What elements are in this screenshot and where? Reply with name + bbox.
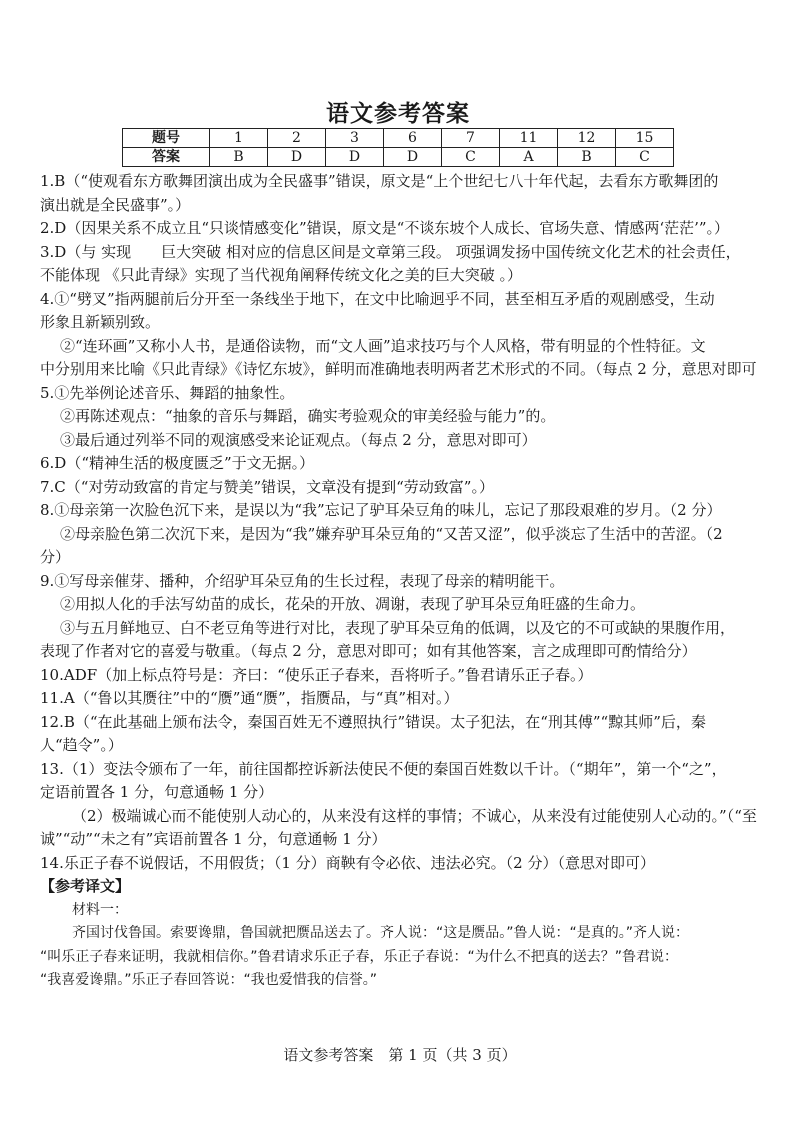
answer-body bbox=[40, 170, 760, 993]
answer-line: ②“连环画”又称小人书，是通俗读物，而“文人画”追求技巧与个人风格，带有明显的个性特征。文 bbox=[60, 336, 706, 355]
answer-line: 形象且新颖别致。 bbox=[40, 313, 161, 331]
translation-line: “叫乐正子春来证明，我就相信你。”鲁君请求乐正子春，乐正子春说：“为什么不把真的送去？”鲁君说： bbox=[40, 948, 679, 965]
answer-line: 9.①写母亲催芽、播种，介绍驴耳朵豆角的生长过程，表现了母亲的精明能干。 bbox=[40, 571, 565, 590]
page-title: 语文参考答案 bbox=[326, 100, 470, 127]
answer-line: 2.D（因果关系不成立且“只谈情感变化”错误，原文是“不谈东坡个人成长、官场失意、情感两‘茫茫’”。） bbox=[40, 219, 730, 237]
question-cell: 3 bbox=[326, 129, 384, 148]
answer-line: 诚”“动”“未之有”宾语前置各 1 分，句意通畅 1 分） bbox=[40, 830, 387, 848]
answer-line: 不能体现 《只此青绿》实现了当代视角阐释传统文化之美的巨大突破 。） bbox=[40, 266, 523, 284]
answer-line: 人“趋令”。） bbox=[40, 736, 123, 754]
question-header-cell: 题号 bbox=[123, 129, 210, 148]
answer-cell: B bbox=[210, 148, 268, 167]
answer-line: 6.D（“精神生活的极度匮乏”于文无据。） bbox=[40, 454, 315, 472]
answer-line: 表现了作者对它的喜爱与敬重。（每点 2 分，意思对即可；如有其他答案，言之成理即可酌情给分） bbox=[40, 642, 697, 660]
question-cell: 7 bbox=[442, 129, 500, 148]
question-cell: 12 bbox=[558, 129, 616, 148]
answer-cell: D bbox=[384, 148, 442, 167]
answer-line: 14.乐正子春不说假话，不用假货；（1 分）商鞅有令必依、违法必究。（2 分）（意思对即可） bbox=[40, 853, 655, 872]
page-footer: 语文参考答案 第 1 页（共 3 页） bbox=[283, 1046, 517, 1064]
answer-table bbox=[122, 128, 674, 167]
answer-cell: C bbox=[616, 148, 674, 167]
answer-line: 11.A（“鲁以其赝往”中的“赝”通“赝”，指赝品，与“真”相对。） bbox=[40, 689, 459, 707]
answer-line: ②母亲脸色第二次沉下来，是因为“我”嫌弃驴耳朵豆角的“又苦又涩”，似乎淡忘了生活中的苦涩。（2 bbox=[60, 524, 723, 543]
answer-line: 分） bbox=[40, 548, 71, 566]
translation-line: 齐国讨伐鲁国。索要谗鼎，鲁国就把赝品送去了。齐人说：“这是赝品。”鲁人说：“是真的。”齐人说： bbox=[72, 925, 690, 941]
reference-translation-heading: 【参考译文】 bbox=[40, 877, 131, 895]
translation-line: “我喜爱谗鼎。”乐正子春回答说：“我也爱惜我的信誉。” bbox=[40, 972, 378, 988]
question-number-row bbox=[123, 129, 674, 148]
answer-line: ③最后通过列举不同的观演感受来论证观点。（每点 2 分，意思对即可） bbox=[60, 430, 537, 449]
answer-line: 10.ADF（加上标点符号是：齐曰：“使乐正子春来，吾将听子。”鲁君请乐正子春。） bbox=[40, 665, 593, 684]
answer-line: ②用拟人化的手法写幼苗的成长，花朵的开放、凋谢，表现了驴耳朵豆角旺盛的生命力。 bbox=[60, 595, 646, 613]
question-cell: 6 bbox=[384, 129, 442, 148]
answer-cell: B bbox=[558, 148, 616, 167]
question-cell: 1 bbox=[210, 129, 268, 148]
answer-line: 7.C（“对劳动致富的肯定与赞美”错误，文章没有提到“劳动致富”。） bbox=[40, 477, 494, 496]
answer-line: 中分别用来比喻《只此青绿》《诗忆东坡》，鲜明而准确地表明两者艺术形式的不同。（每点 2 分，意思对即可 bbox=[40, 360, 757, 378]
answer-line: 12.B（“在此基础上颁布法令，秦国百姓无不遵照执行”错误。太子犯法，在“刑其傅”“黥其师”后，秦 bbox=[40, 712, 706, 731]
answer-header-cell: 答案 bbox=[123, 148, 210, 167]
answer-line: 13.（1）变法令颁布了一年，前往国都控诉新法使民不便的秦国百姓数以千计。（“期年”，第一个“之”， bbox=[40, 759, 727, 778]
answer-line: ②再陈述观点：“抽象的音乐与舞蹈，确实考验观众的审美经验与能力”的。 bbox=[60, 407, 556, 425]
question-cell: 2 bbox=[268, 129, 326, 148]
answer-cell: A bbox=[500, 148, 558, 167]
answer-line: 8.①母亲第一次脸色沉下来，是误以为“我”忘记了驴耳朵豆角的味儿，忘记了那段艰难的岁月。（2 分） bbox=[40, 501, 722, 519]
answer-line: （2）极端诚心而不能使别人动心的，从来没有这样的事情；不诚心，从来没有过能使别人心动的。”（“至 bbox=[72, 806, 757, 825]
question-cell: 11 bbox=[500, 129, 558, 148]
answer-line: 演出就是全民盛事”。） bbox=[40, 195, 191, 214]
answer-line: 3.D（与 实现 巨大突破 相对应的信息区间是文章第三段。 项强调发扬中国传统文化艺术的社会责任， bbox=[40, 242, 741, 261]
answer-cell: D bbox=[326, 148, 384, 167]
question-cell: 15 bbox=[616, 129, 674, 148]
answer-line: 定语前置各 1 分，句意通畅 1 分） bbox=[40, 783, 274, 801]
answer-cell: C bbox=[442, 148, 500, 167]
answer-line: 1.B（“使观看东方歌舞团演出成为全民盛事”错误，原文是“上个世纪七八十年代起，去看东方歌舞团的 bbox=[40, 172, 719, 190]
answer-row bbox=[123, 148, 674, 167]
answer-line: ③与五月鲜地豆、白不老豆角等进行对比，表现了驴耳朵豆角的低调，以及它的不可或缺的果腹作用， bbox=[60, 618, 736, 637]
translation-line: 材料一： bbox=[72, 901, 128, 918]
answer-line: 4.①“劈叉”指两腿前后分开至一条线坐于地下，在文中比喻迥乎不同，甚至相互矛盾的观剧感受，生动 bbox=[40, 289, 715, 308]
answer-cell: D bbox=[268, 148, 326, 167]
answer-line: 5.①先举例论述音乐、舞蹈的抽象性。 bbox=[40, 383, 295, 402]
